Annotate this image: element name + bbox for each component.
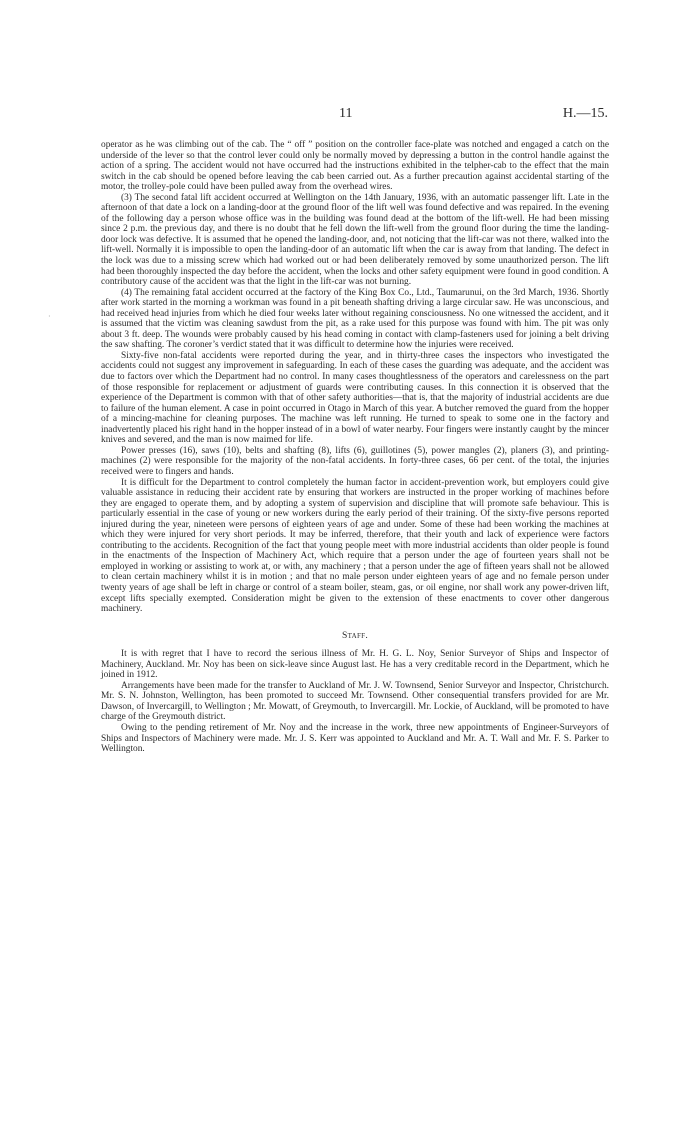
paragraph-non-fatal-accidents: Sixty-five non-fatal accidents were reported during the year, and in thirty-three cases the inspectors who investigated the accidents could not suggest any improvement in safeguarding. In each of these cases the guarding was adequate, and the accident was due to factors over which the Department had no control. In many cases thoughtlessness of the operators and carelessness on the part of those responsible for replacement or adjustment of guards were contributing causes. In this connection it is observed that the experience of the Department is common with that of other safety authorities—that is, that the majority of industrial accidents are due to failure of the human element. A case in point occurred in Otago in March of this year. A butcher removed the guard from the hopper of a mincing-machine for cleaning purposes. The machine was left running. He turned to speak to some one in the factory and inadvertently placed his right hand in the hopper instead of in a bowl of water nearby. Four fingers were instantly caught by the mincer knives and severed, and the man is now maimed for life. xyxy=(101,350,609,446)
body-text xyxy=(101,140,609,755)
paragraph-lift-accident-wellington: (3) The second fatal lift accident occurred at Wellington on the 14th January, 1936, with an automatic passenger lift. Late in the afternoon of that date a lock on a landing-door at the ground floor of the lift well was found defective and was repaired. In the evening of the following day a person whose office was in the building was found dead at the bottom of the lift-well. He had been missing since 2 p.m. the previous day, and there is no doubt that he fell down the lift-well from the ground floor during the time the landing-door lock was defective. It is assumed that he opened the landing-door, and, not noticing that the lift-car was not there, walked into the lift-well. Normally it is impossible to open the landing-door of an automatic lift when the car is away from that landing. The defect in the lock was due to a missing screw which had worked out or had been deliberately removed by some unauthorized person. The lift had been thoroughly inspected the day before the accident, when the locks and other safety equipment were found in good condition. A contributory cause of the accident was that the light in the lift-car was not burning. xyxy=(101,192,609,288)
paragraph-staff-transfers: Arrangements have been made for the transfer to Auckland of Mr. J. W. Townsend, Senior Surveyor and Inspector, Christchurch. Mr. S. N. Johnston, Wellington, has been promoted to succeed Mr. Townsend. Other consequential transfers provided for are Mr. Dawson, of Invercargill, to Wellington ; Mr. Mowatt, of Greymouth, to Invercargill. Mr. Lockie, of Auckland, will be promoted to have charge of the Greymouth district. xyxy=(101,680,609,723)
paragraph-staff-appointments: Owing to the pending retirement of Mr. Noy and the increase in the work, three new appointments of Engineer-Surveyors of Ships and Inspectors of Machinery were made. Mr. J. S. Kerr was appointed to Auckland and Mr. A. T. Wall and Mr. F. S. Parker to Wellington. xyxy=(101,722,609,755)
page-number: 11 xyxy=(339,106,353,121)
paragraph-machine-counts: Power presses (16), saws (10), belts and shafting (8), lifts (6), guillotines (5), power mangles (2), planers (3), and printing-machines (2) were responsible for the majority of the non-fatal accidents. In forty-three cases, 66 per cent. of the total, the injuries received were to fingers and hands. xyxy=(101,445,609,477)
margin-mark: · xyxy=(48,312,51,321)
section-heading-staff: Staff. xyxy=(341,629,369,641)
page-header xyxy=(0,106,700,128)
paragraph-human-factor: It is difficult for the Department to control completely the human factor in accident-prevention work, but employers could give valuable assistance in reducing their accident rate by ensuring that workers are instructed in the proper working of machines before they are engaged to operate them, and by adopting a system of supervision and discipline that will promote safe behaviour. This is particularly essential in the case of young or new workers during the early period of their training. Of the sixty-five persons reported injured during the year, nineteen were persons of eighteen years of age and under. Some of these had been working the machines at which they were injured for very short periods. It may be inferred, therefore, that their youth and lack of experience were factors contributing to the accidents. Recognition of the fact that young people meet with more industrial accidents than older people is found in the enactments of the Inspection of Machinery Act, which require that a person under the age of fourteen years shall not be employed in working or assisting to work at, or with, any machinery ; that a person under the age of fifteen years shall not be allowed to clean certain machinery whilst it is in motion ; and that no male person under eighteen years of age and no female person under twenty years of age shall be left in charge or control of a steam boiler, steam, gas, or oil engine, nor shall work any power-driven lift, except lifts specially exempted. Consideration might be given to the extension of these enactments to cover other dangerous machinery. xyxy=(101,477,609,615)
paragraph-king-box-accident: (4) The remaining fatal accident occurred at the factory of the King Box Co., Ltd., Taumarunui, on the 3rd March, 1936. Shortly after work started in the morning a workman was found in a pit beneath shafting driving a large circular saw. He was unconscious, and had received head injuries from which he died four weeks later without regaining consciousness. No one witnessed the accident, and it is assumed that the victim was cleaning sawdust from the pit, as a rake used for this purpose was found with him. The pit was only about 3 ft. deep. The wounds were probably caused by his head coming in contact with clamp-fasteners used for joining a belt driving the saw shafting. The coroner’s verdict stated that it was difficult to determine how the injuries were received. xyxy=(101,287,609,351)
document-reference: H.—15. xyxy=(562,106,608,121)
paragraph-continuation: operator as he was climbing out of the cab. The “ off ” position on the controller face-plate was notched and engaged a catch on the underside of the lever so that the control lever could only be normally moved by depressing a button in the control handle against the action of a spring. The accident would not have occurred had the instructions exhibited in the telpher-cab to the effect that the main switch in the cab should be opened before leaving the cab been carried out. As a further precaution against accidental starting of the motor, the trolley-pole could have been pulled away from the overhead wires. xyxy=(101,140,609,193)
paragraph-staff-illness: It is with regret that I have to record the serious illness of Mr. H. G. L. Noy, Senior Surveyor of Ships and Inspector of Machinery, Auckland. Mr. Noy has been on sick-leave since August last. He has a very creditable record in the Department, which he joined in 1912. xyxy=(101,649,609,681)
